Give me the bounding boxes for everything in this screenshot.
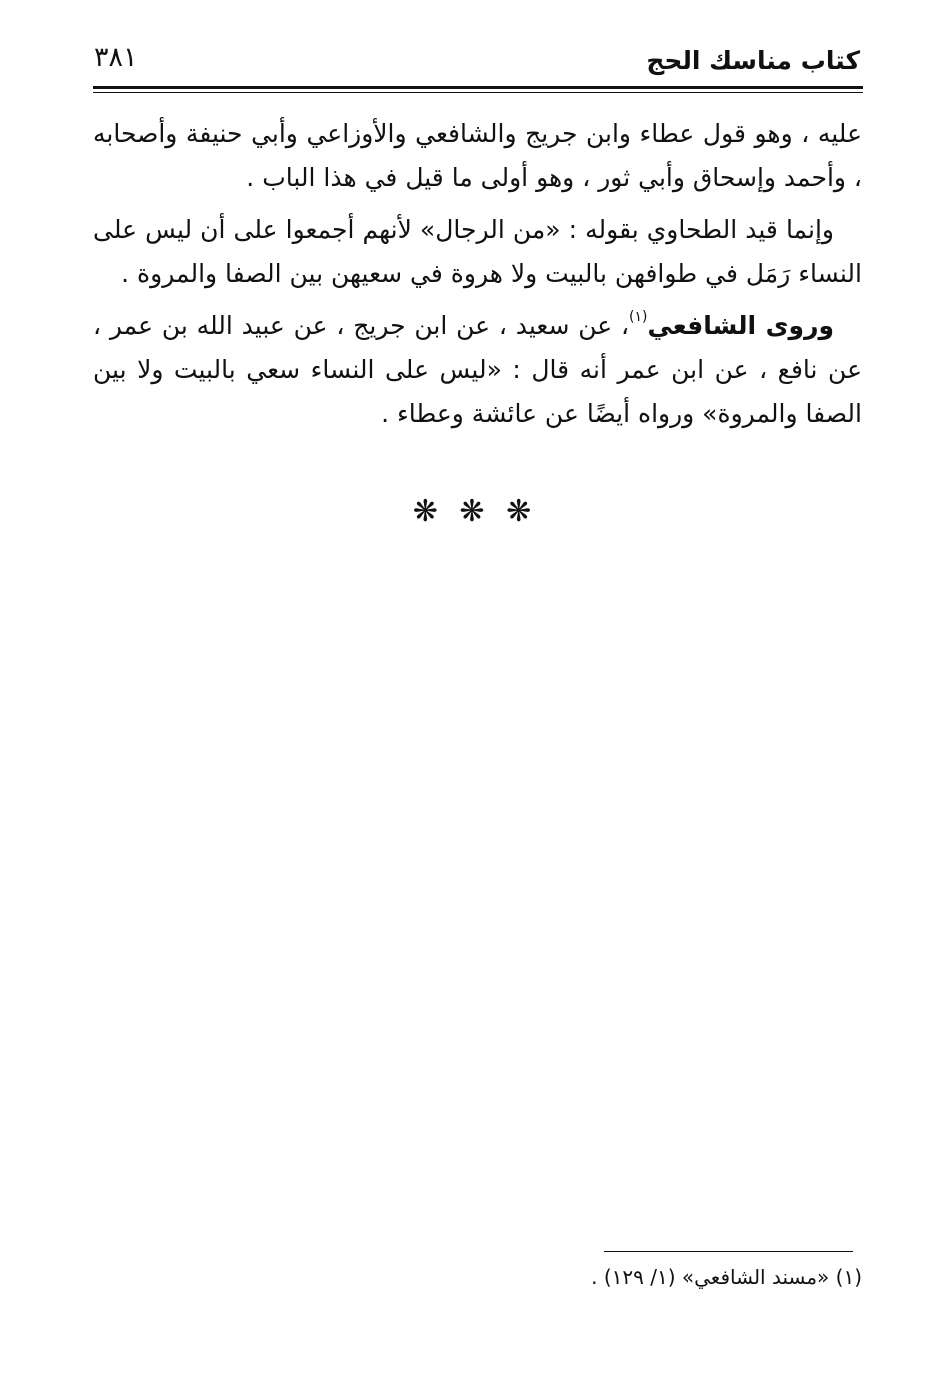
footnote-rule [604,1251,853,1252]
footnote-1: (١) «مسند الشافعي» (١/ ١٢٩) . [591,1265,862,1289]
paragraph-1: عليه ، وهو قول عطاء وابن جريج والشافعي والأوزاعي وأبي حنيفة وأصحابه ، وأحمد وإسحاق وأبي ثور ، وهو أولى ما قيل في هذا الباب . [93,119,862,192]
paragraph-3-text: ، عن سعيد ، عن ابن جريج ، عن عبيد الله بن عمر ، عن نافع ، عن ابن عمر أنه قال : «ليس على النساء سعي بالبيت ولا بين الصفا والمروة» ورواه أيضًا عن عائشة وعطاء . [93,311,862,428]
header-rule-thick [93,86,863,89]
paragraph-3 [93,304,862,436]
header-rule-thin [93,92,863,93]
running-head [88,36,862,84]
running-title: كتاب مناسك الحج [646,46,860,75]
footnote-reference: (١) [629,308,648,325]
main-text [93,112,862,444]
paragraph-3-lead: وروى الشافعي [647,311,834,340]
paragraph-2: وإنما قيد الطحاوي بقوله : «من الرجال» لأنهم أجمعوا على أن ليس على النساء رَمَل في طوافهن بالبيت ولا هروة في سعيهن بين الصفا والمروة . [93,215,862,288]
page-number: ٣٨١ [94,42,138,73]
section-separator: ❋ ❋ ❋ [412,494,538,529]
